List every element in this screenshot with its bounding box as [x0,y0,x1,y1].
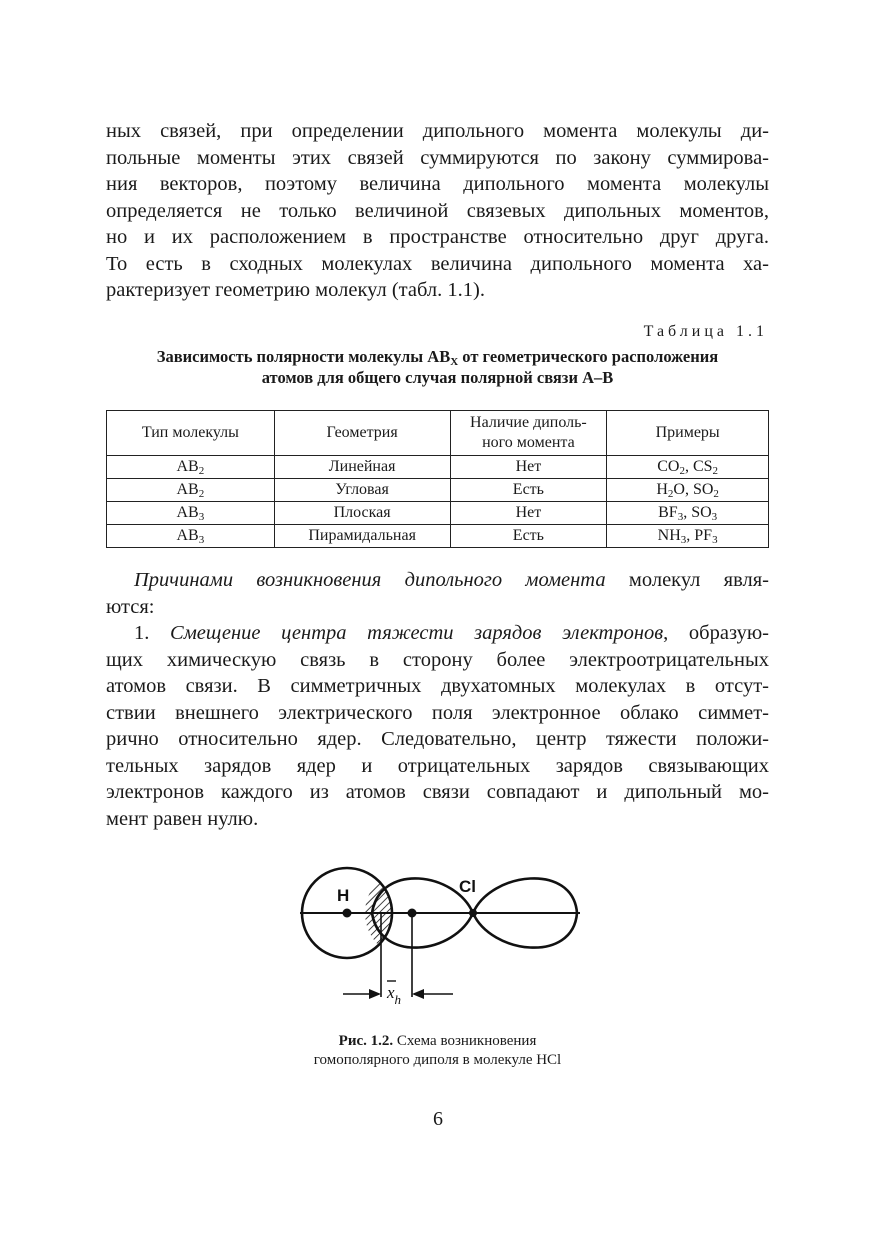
cell-type: $AB_2$ [107,479,275,502]
cell-examples: $BF_3$, $SO_3$ [607,502,769,525]
paragraph-3 [106,620,769,832]
cell-type: $AB_3$ [107,502,275,525]
table-header-row [107,411,769,456]
hcl-dipole-diagram [295,862,585,1012]
molecule-table [106,410,769,548]
paragraph-line: атомов связи. В симметричных двухатомных молекулах в отсут- [106,675,769,697]
paragraph-line: электронов каждого из атомов связи совпадают и дипольный мо- [106,781,769,803]
cell-type: $AB_2$ [107,456,275,479]
paragraph-line: ются: [106,595,155,618]
label-h: H [337,886,350,905]
label-cl: Cl [459,877,476,896]
paragraph-line: Причинами возникновения дипольного момента молекул явля- [134,569,770,591]
h-nucleus [343,909,352,918]
header-geometry: Геометрия [274,411,450,456]
cell-geometry: Линейная [274,456,450,479]
cell-dipole: Нет [450,502,607,525]
cl-nucleus [469,909,477,917]
paragraph-line: но и их расположением в пространстве относительно друг друга. [106,226,769,248]
paragraph-line: ных связей, при определении дипольного момента молекулы ди- [106,120,769,142]
cell-geometry: Угловая [274,479,450,502]
paragraph-line: То есть в сходных молекулах величина дипольного момента ха- [106,252,769,275]
paragraph-line: щих химическую связь в сторону более электроотрицательных [106,648,769,671]
paragraph-line: определяется не только величиной связевых дипольных моментов, [106,199,769,222]
table-row [107,525,769,548]
paragraph-1 [106,118,769,304]
paragraph-2 [106,567,769,620]
cell-examples: $NH_3$, $PF_3$ [607,525,769,548]
paragraph-line: рично относительно ядер. Следовательно, центр тяжести положи- [106,728,769,750]
cell-dipole: Есть [450,525,607,548]
arrowhead-left-icon [369,989,381,999]
table-row [107,502,769,525]
cell-examples: $H_2O$, $SO_2$ [607,479,769,502]
header-examples: Примеры [607,411,769,456]
paragraph-line: 1. Смещение центра тяжести зарядов электронов, образую- [134,622,770,644]
cell-type: $AB_3$ [107,525,275,548]
paragraph-line: тельных зарядов ядер и отрицательных зарядов связывающих [106,754,769,777]
figure-caption: Рис. 1.2. Схема возникновения гомополярного диполя в молекуле HCl [313,1033,562,1068]
paragraph-line: ствии внешнего электрического поля электронное облако симмет- [106,701,769,724]
paragraph-line: ния векторов, поэтому величина дипольного момента молекулы [106,173,769,195]
cell-geometry: Пирамидальная [274,525,450,548]
paragraph-line: рактеризует геометрию молекул (табл. 1.1). [106,279,485,301]
paragraph-line: польные моменты этих связей суммируются по закону суммирова- [106,146,769,169]
header-type: Тип молекулы [107,411,275,456]
header-dipole: Наличие диполь- ного момента [450,411,607,456]
table-label: Таблица 1.1 [643,323,768,340]
page-number: 6 [433,1108,443,1130]
electron-center [408,909,417,918]
cell-geometry: Плоская [274,502,450,525]
arrowhead-right-icon [412,989,424,999]
table-caption: Зависимость полярности молекулы $AB_X$ от геометрического расположения атомов для общего случая полярной связи A–B [156,347,719,387]
cell-dipole: Есть [450,479,607,502]
cell-examples: $CO_2$, $CS_2$ [607,456,769,479]
paragraph-line: мент равен нулю. [106,807,259,830]
table-row [107,479,769,502]
label-x: $x_h$ [387,983,402,1007]
cell-dipole: Нет [450,456,607,479]
table-row [107,456,769,479]
